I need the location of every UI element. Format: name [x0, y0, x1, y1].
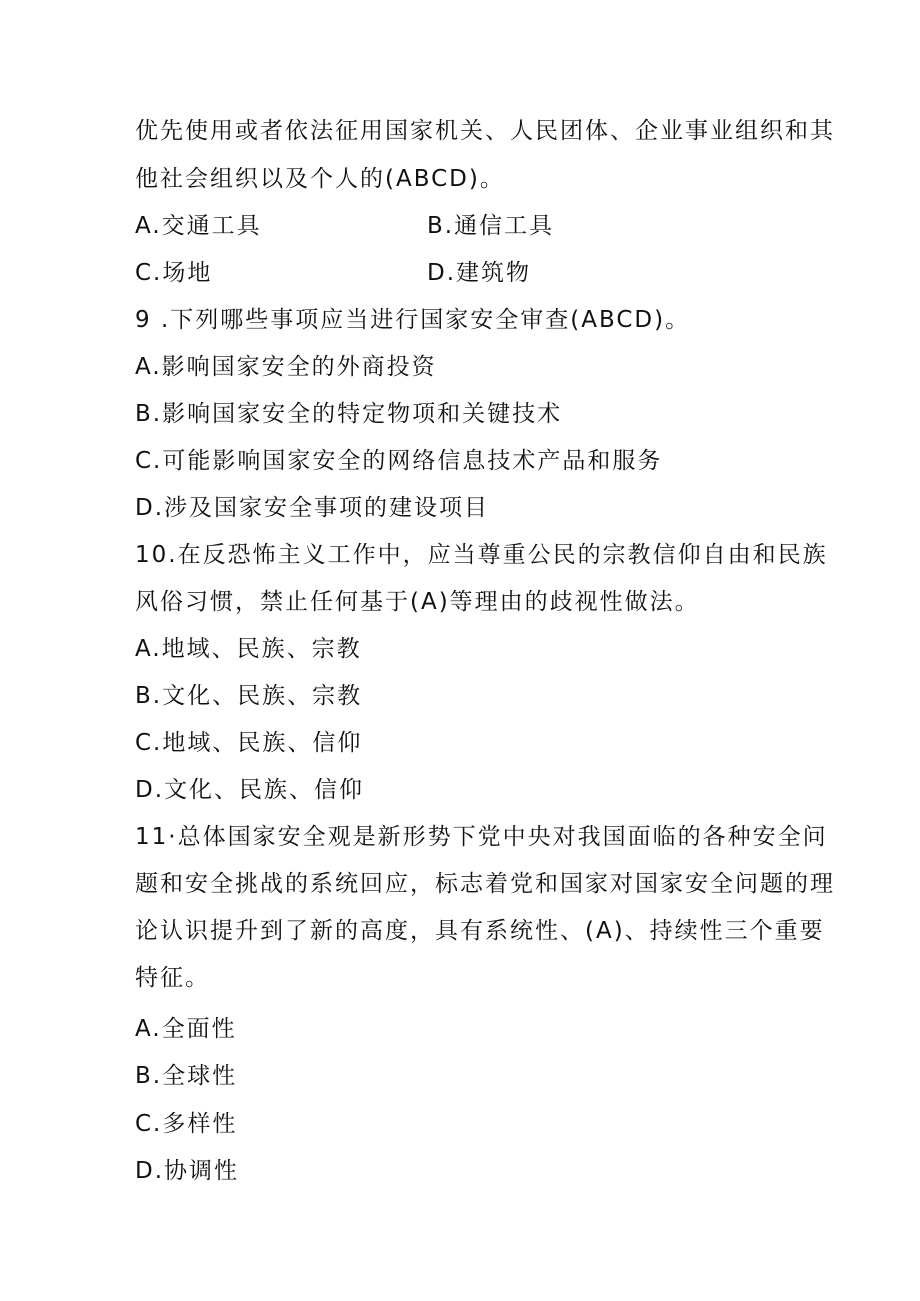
q10-option-b: B.文化、民族、宗教 [135, 683, 363, 709]
q10-option-c: C.地域、民族、信仰 [135, 730, 363, 756]
q11-option-a: A.全面性 [135, 1016, 237, 1042]
q10-stem-line-1: 10.在反恐怖主义工作中，应当尊重公民的宗教信仰自由和民族 [135, 542, 828, 568]
q9-option-a: A.影响国家安全的外商投资 [135, 354, 437, 380]
q9-option-d: D.涉及国家安全事项的建设项目 [135, 495, 490, 521]
q11-stem-line-2: 题和安全挑战的系统回应，标志着党和国家对国家安全问题的理 [135, 871, 835, 897]
q9-option-b: B.影响国家安全的特定物项和关键技术 [135, 401, 563, 427]
q10-option-a: A.地域、民族、宗教 [135, 636, 362, 662]
q8-option-c: C.场地 [135, 260, 213, 286]
q9-stem: 9 .下列哪些事项应当进行国家安全审查(ABCD)。 [135, 307, 691, 333]
q8-option-b: B.通信工具 [427, 213, 555, 239]
q8-stem-line-1: 优先使用或者依法征用国家机关、人民团体、企业事业组织和其 [135, 118, 835, 144]
q10-option-d: D.文化、民族、信仰 [135, 777, 365, 803]
q11-option-b: B.全球性 [135, 1063, 238, 1089]
q8-option-a: A.交通工具 [135, 213, 262, 239]
q10-stem-line-2: 风俗习惯，禁止任何基于(A)等理由的歧视性做法。 [135, 589, 700, 615]
q11-stem-line-1: 11·总体国家安全观是新形势下党中央对我国面临的各种安全问 [135, 824, 828, 850]
q11-option-d: D.协调性 [135, 1158, 240, 1184]
q11-stem-line-3: 论认识提升到了新的高度，具有系统性、(A)、持续性三个重要 [135, 918, 825, 944]
q11-stem-line-4: 特征。 [135, 965, 210, 991]
q8-option-d: D.建筑物 [427, 260, 532, 286]
q11-option-c: C.多样性 [135, 1111, 238, 1137]
q8-stem-line-2: 他社会组织以及个人的(ABCD)。 [135, 166, 505, 192]
q9-option-c: C.可能影响国家安全的网络信息技术产品和服务 [135, 448, 663, 474]
